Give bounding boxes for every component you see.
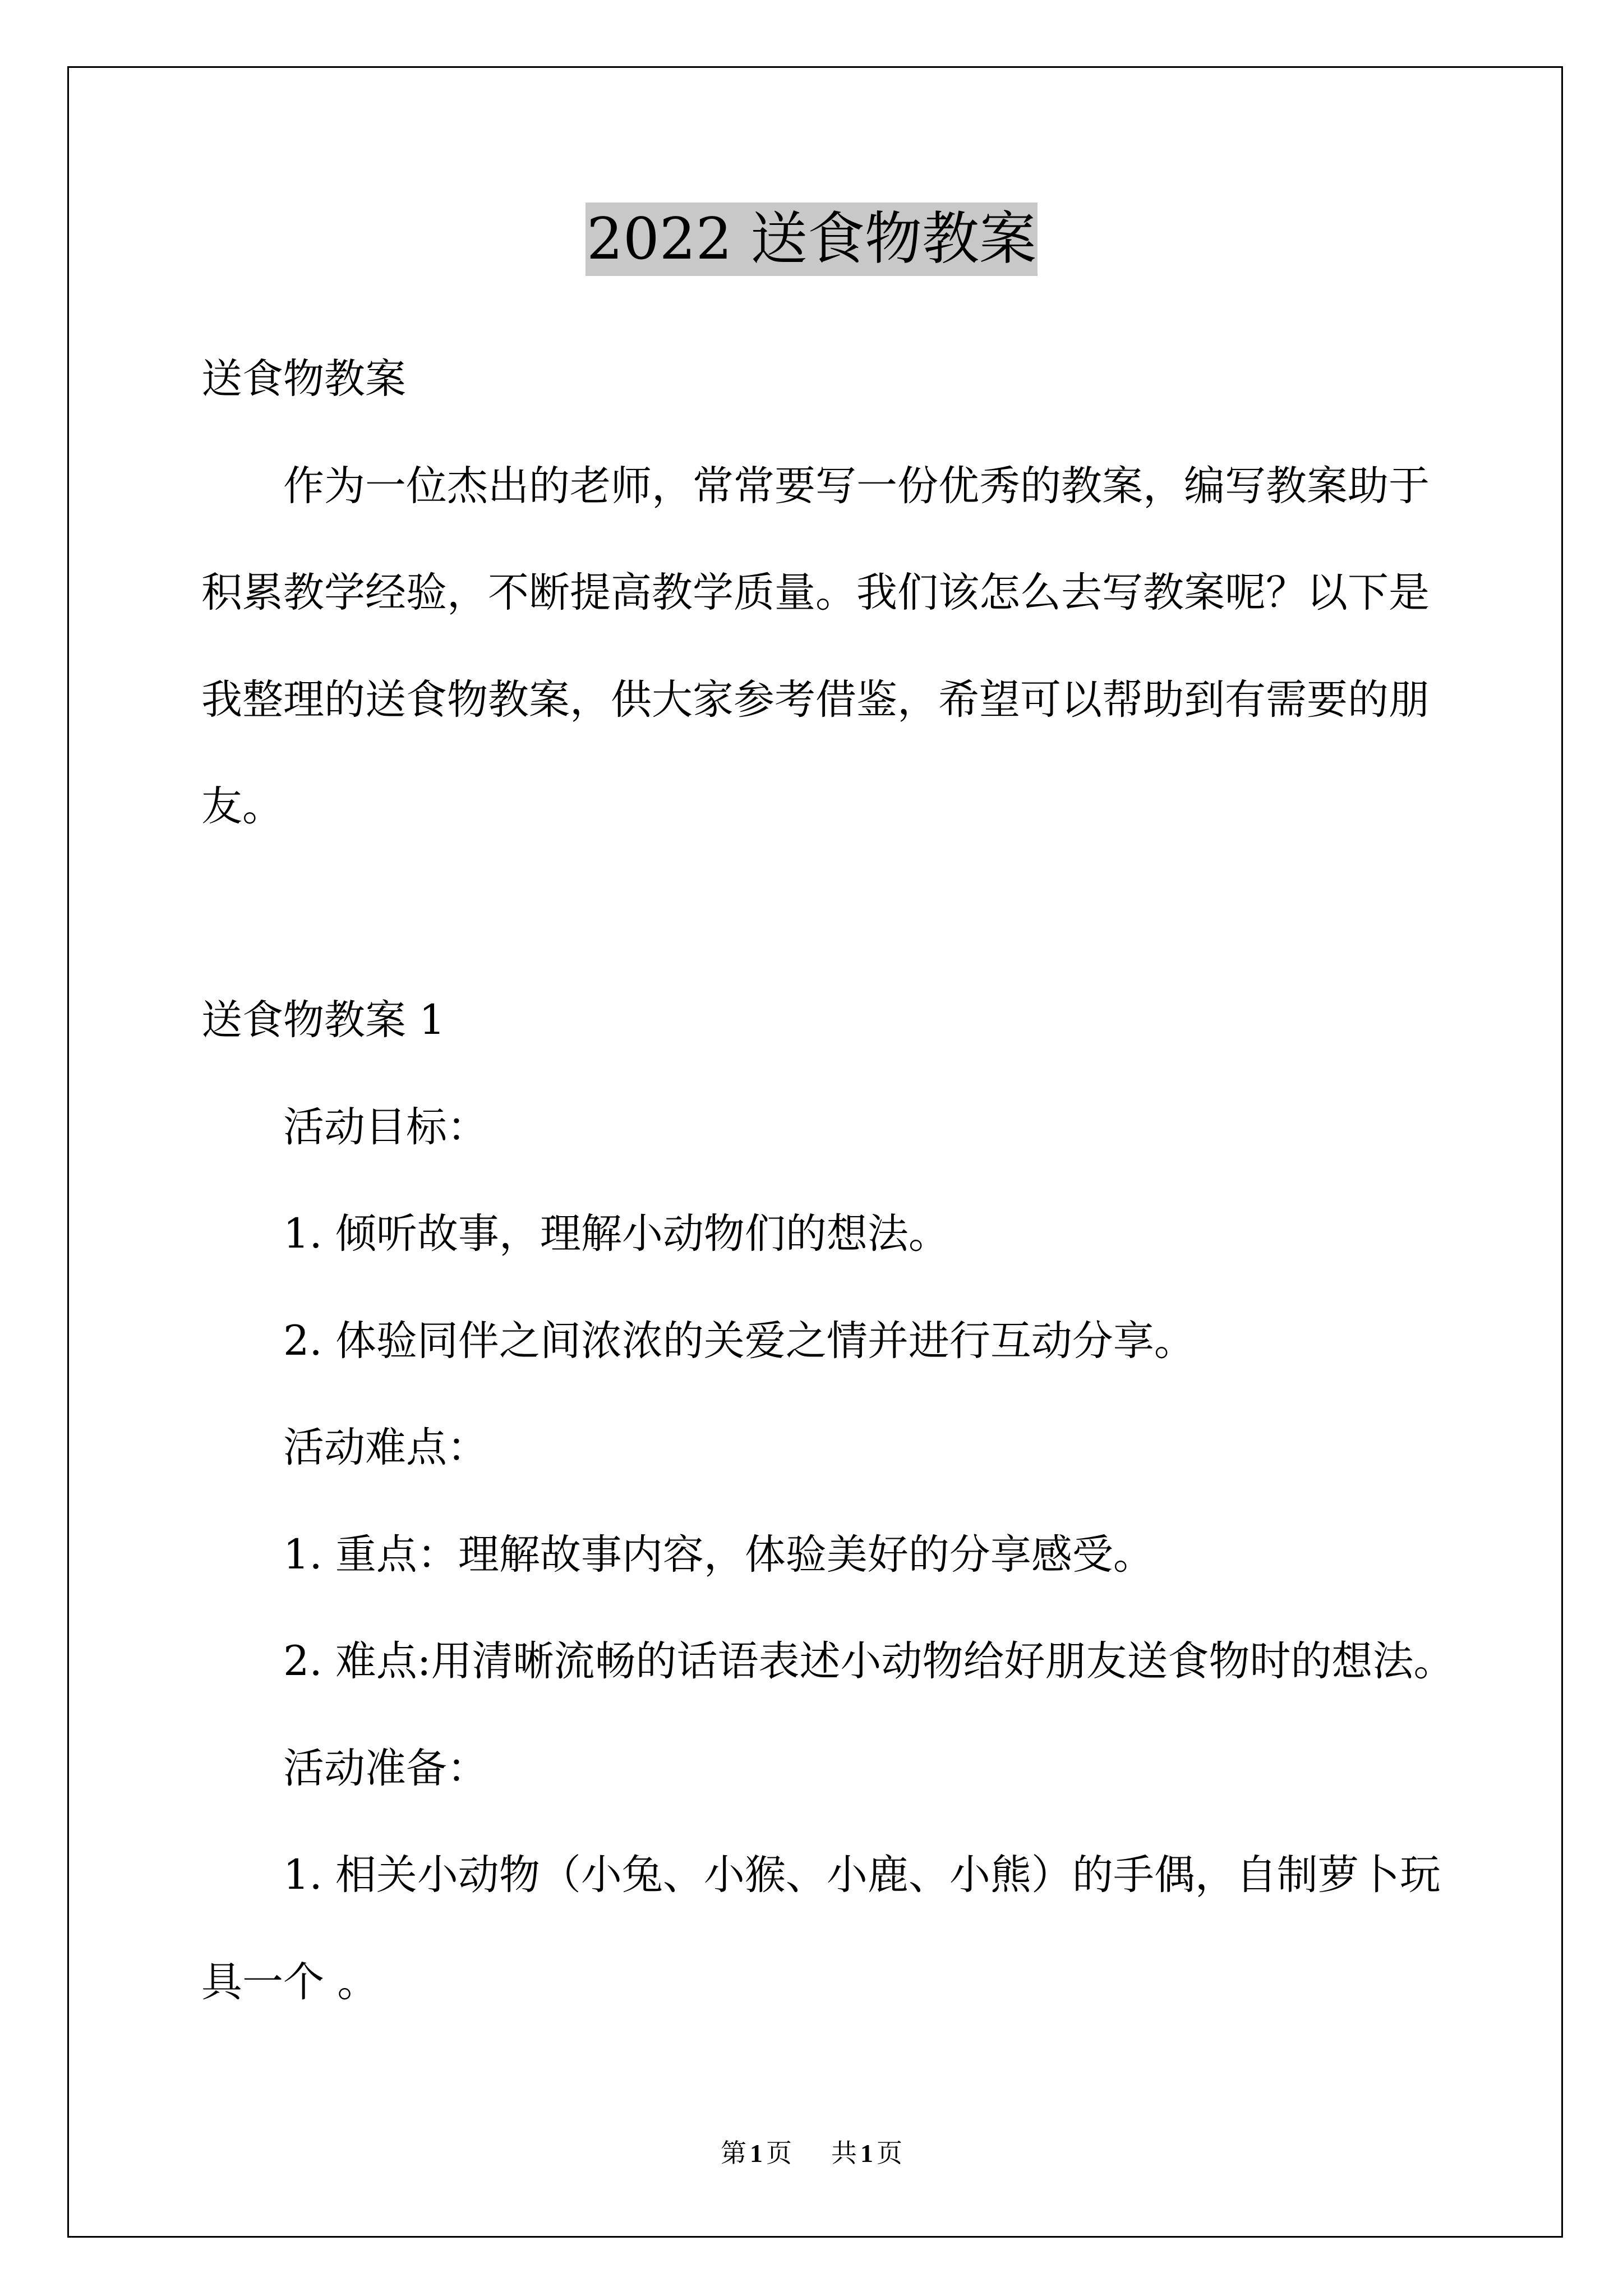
- section-list-item: 1. 倾听故事，理解小动物们的想法。: [283, 1210, 949, 1258]
- document-heading: 送食物教案: [201, 355, 406, 403]
- footer-total-suffix: 页: [877, 2138, 902, 2168]
- section-list-item: 2. 体验同伴之间浓浓的关爱之情并进行互动分享。: [283, 1317, 1195, 1365]
- section-subheading-preparation: 活动准备：: [283, 1744, 488, 1792]
- intro-line: 积累教学经验，不断提高教学质量。我们该怎么去写教案呢？以下是: [201, 569, 1430, 616]
- section-list-item: 1. 相关小动物（小兔、小猴、小鹿、小熊）的手偶，自制萝卜玩: [283, 1851, 1441, 1899]
- footer-total-prefix: 共: [831, 2138, 857, 2168]
- footer-page-prefix: 第: [721, 2138, 746, 2168]
- title-container: [0, 203, 1623, 276]
- intro-line: 我整理的送食物教案，供大家参考借鉴，希望可以帮助到有需要的朋: [201, 675, 1430, 724]
- section-list-item-continuation: 具一个 。: [201, 1958, 379, 2006]
- footer-page-number: 1: [750, 2139, 763, 2168]
- blank-line: [201, 861, 1536, 968]
- page-footer: [0, 2136, 1623, 2170]
- document-body: [201, 326, 1536, 2036]
- section-subheading-goals: 活动目标：: [283, 1103, 488, 1151]
- footer-page-suffix: 页: [766, 2138, 792, 2168]
- section-subheading-difficulties: 活动难点：: [283, 1424, 488, 1471]
- section-list-item: 2. 难点:用清晰流畅的话语表述小动物给好朋友送食物时的想法。: [283, 1637, 1455, 1685]
- intro-line: 作为一位杰出的老师，常常要写一份优秀的教案，编写教案助于: [283, 462, 1430, 510]
- section-list-item: 1. 重点：理解故事内容，体验美好的分享感受。: [283, 1530, 1154, 1579]
- intro-line: 友。: [201, 783, 283, 830]
- footer-total-pages: 1: [860, 2139, 873, 2168]
- section-heading: 送食物教案 1: [201, 996, 445, 1044]
- document-title: 2022 送食物教案: [585, 203, 1038, 276]
